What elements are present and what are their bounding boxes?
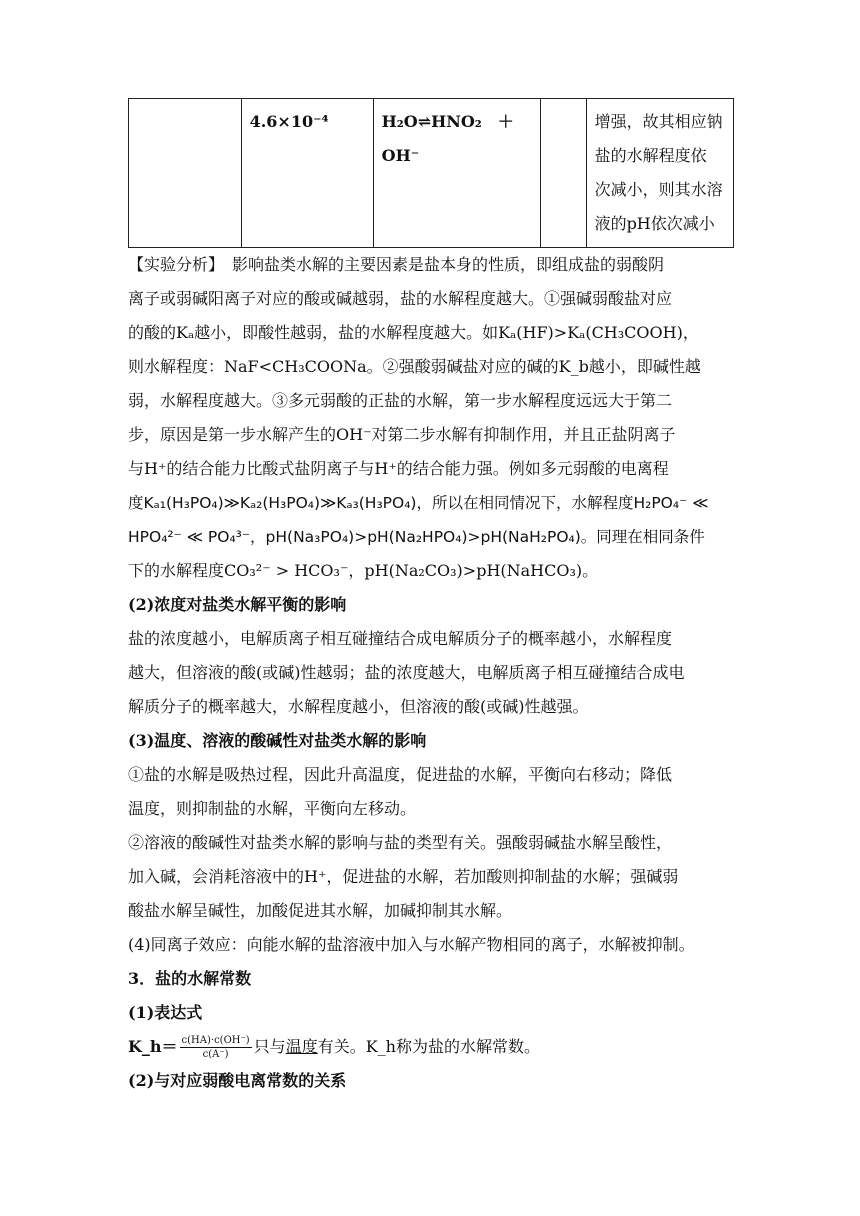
table-cell-constant: 4.6×10⁻⁴	[241, 99, 373, 248]
table-cell-empty-2	[540, 99, 586, 248]
text-line: 弱，水解程度越大。③多元弱酸的正盐的水解，第一步水解程度远远大于第二	[128, 391, 673, 410]
text-line: 则水解程度：NaF<CH₃COONa。②强酸弱碱盐对应的碱的K_b越小，即碱性越	[128, 357, 701, 376]
table-cell-empty-1	[129, 99, 242, 248]
text-line: ②溶液的酸碱性对盐类水解的影响与盐的类型有关。强酸弱碱盐水解呈酸性，	[128, 833, 673, 852]
text-line: 离子或弱碱阳离子对应的酸或碱越弱，盐的水解程度越大。①强碱弱酸盐对应	[128, 289, 673, 308]
section-hydrolysis-constant	[128, 962, 734, 1098]
text-line: 酸盐水解呈碱性，加酸促进其水解，加碱抑制其水解。	[128, 901, 513, 920]
text-line: 步，原因是第一步水解产生的OH⁻对第二步水解有抑制作用，并且正盐阴离子	[128, 425, 676, 444]
analysis-paragraph	[128, 248, 734, 588]
formula-line	[128, 1030, 734, 1064]
table-cell-conclusion: 增强，故其相应钠 盐的水解程度依 次减小，则其水溶 液的pH依次减小	[586, 99, 733, 248]
text-line: 【实验分析】 影响盐类水解的主要因素是盐本身的性质，即组成盐的弱酸阴	[128, 255, 665, 274]
formula-denominator: c(A⁻)	[202, 1049, 229, 1060]
text-line: HPO₄²⁻ ≪ PO₄³⁻，pH(Na₃PO₄)>pH(Na₂HPO₄)>pH(NaH₂PO₄)。同理在相同条件	[128, 528, 705, 546]
subsection-heading: (1)表达式	[128, 1003, 203, 1022]
text-line: 的酸的Kₐ越小，即酸性越弱，盐的水解程度越大。如Kₐ(HF)>Kₐ(CH₃COOH)，	[128, 323, 699, 342]
section-concentration	[128, 588, 734, 724]
text-line: ①盐的水解是吸热过程，因此升高温度，促进盐的水解，平衡向右移动；降低	[128, 765, 673, 784]
formula-text: 只与	[253, 1037, 286, 1056]
text-line: 与H⁺的结合能力比酸式盐阴离子与H⁺的结合能力强。例如多元弱酸的电离程	[128, 459, 669, 478]
formula-text: 有关。K_h称为盐的水解常数。	[317, 1037, 540, 1056]
section-common-ion	[128, 928, 734, 962]
section-temperature	[128, 724, 734, 928]
subsection-heading: (2)与对应弱酸电离常数的关系	[128, 1071, 347, 1090]
formula-fraction	[180, 1034, 252, 1061]
text-line: 下的水解程度CO₃²⁻ > HCO₃⁻，pH(Na₂CO₃)>pH(NaHCO₃)。	[128, 561, 599, 580]
document-page	[128, 98, 734, 1098]
text-line: 加入碱，会消耗溶液中的H⁺，促进盐的水解，若加酸则抑制盐的水解；强碱弱	[128, 867, 679, 886]
text-line: 温度，则抑制盐的水解，平衡向左移动。	[128, 799, 417, 818]
underlined-term: 温度	[285, 1037, 318, 1056]
text-line: 解质分子的概率越大，水解程度越小，但溶液的酸(或碱)性越强。	[128, 697, 589, 716]
text-line: 度Kₐ₁(H₃PO₄)≫Kₐ₂(H₃PO₄)≫Kₐ₃(H₃PO₄)，所以在相同情况下，水解程度H₂PO₄⁻ ≪	[128, 494, 709, 512]
section-heading: (2)浓度对盐类水解平衡的影响	[128, 595, 347, 614]
text-line: (4)同离子效应：向能水解的盐溶液中加入与水解产物相同的离子，水解被抑制。	[128, 935, 695, 954]
section-heading: 3．盐的水解常数	[128, 969, 252, 988]
text-line: 盐的浓度越小，电解质离子相互碰撞结合成电解质分子的概率越小，水解程度	[128, 629, 673, 648]
formula-numerator: c(HA)·c(OH⁻)	[181, 1035, 250, 1046]
table-row	[129, 99, 734, 248]
text-line: 越大，但溶液的酸(或碱)性越弱；盐的浓度越大，电解质离子相互碰撞结合成电	[128, 663, 685, 682]
data-table	[128, 98, 734, 248]
formula-lhs: K_h＝	[128, 1037, 178, 1056]
section-heading: (3)温度、溶液的酸碱性对盐类水解的影响	[128, 731, 427, 750]
table-cell-equation: H₂O⇌HNO₂ ＋ OH⁻	[373, 99, 540, 248]
